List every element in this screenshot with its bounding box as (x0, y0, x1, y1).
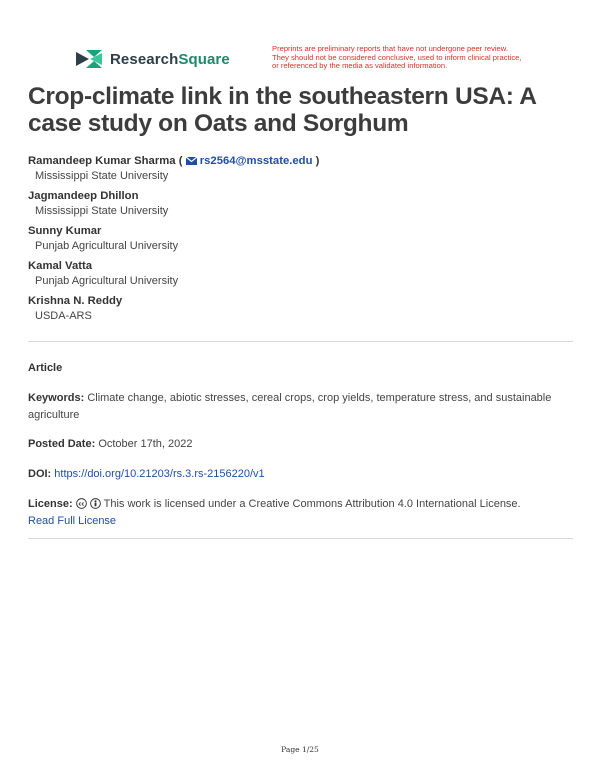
author-name: Ramandeep Kumar Sharma (28, 155, 176, 167)
paper-title: Crop-climate link in the southeastern USA: A case study on Oats and Sorghum (28, 83, 536, 137)
keywords (28, 390, 573, 424)
author-name: Jagmandeep Dhillon (28, 190, 139, 202)
license-label: License: (28, 498, 73, 510)
posted-date-label: Posted Date: (28, 438, 96, 450)
author-entry (28, 153, 573, 186)
author-affiliation: USDA-ARS (35, 310, 92, 322)
author-name: Krishna N. Reddy (28, 295, 123, 307)
posted-date (28, 436, 573, 453)
author-name: Sunny Kumar (28, 225, 102, 237)
email-open-paren: ( (178, 155, 186, 167)
disclaimer-line: or referenced by the media as validated information. (272, 61, 448, 71)
doi-label: DOI: (28, 468, 52, 480)
article-type-label: Article (28, 362, 63, 374)
license (28, 496, 573, 530)
email-close-paren: ) (312, 155, 320, 167)
page-number: Page 1/25 (281, 745, 319, 754)
author-entry (28, 293, 573, 326)
keywords-value: Climate change, abiotic stresses, cereal crops, crop yields, temperature stress, and sustainable agriculture (28, 392, 552, 421)
author-affiliation: Punjab Agricultural University (35, 275, 179, 287)
research-square-logo[interactable] (74, 48, 230, 70)
author-entry (28, 188, 573, 221)
author-affiliation: Mississippi State University (35, 205, 169, 217)
divider (28, 341, 573, 342)
author-affiliation: Punjab Agricultural University (35, 240, 179, 252)
article-type (28, 360, 573, 377)
posted-date-value: October 17th, 2022 (98, 438, 193, 450)
doi-link[interactable]: https://doi.org/10.21203/rs.3.rs-2156220/v1 (54, 468, 265, 480)
logo-word-square: Square (178, 50, 230, 68)
read-full-license-link[interactable]: Read Full License (28, 515, 117, 527)
logo-word-research: Research (110, 50, 179, 68)
attribution-icon (90, 498, 101, 509)
research-square-logo-icon (74, 48, 104, 70)
logo-text (110, 51, 230, 68)
mail-icon (186, 157, 197, 165)
creative-commons-icon (76, 498, 87, 509)
svg-text:cc: cc (78, 501, 85, 508)
preprint-disclaimer (272, 45, 542, 71)
author-entry (28, 223, 573, 256)
keywords-label: Keywords: (28, 392, 85, 404)
license-text: This work is licensed under a Creative Commons Attribution 4.0 International License. (103, 498, 521, 510)
disclaimer-line: Preprints are preliminary reports that have not undergone peer review. (272, 44, 508, 53)
author-name: Kamal Vatta (28, 260, 93, 272)
disclaimer-line: They should not be considered conclusive, used to inform clinical practice, (272, 52, 522, 62)
author-email-link[interactable]: rs2564@msstate.edu (199, 155, 313, 167)
divider (28, 538, 573, 539)
author-list (28, 153, 573, 328)
author-entry (28, 258, 573, 291)
doi (28, 466, 573, 483)
author-affiliation: Mississippi State University (35, 170, 169, 182)
